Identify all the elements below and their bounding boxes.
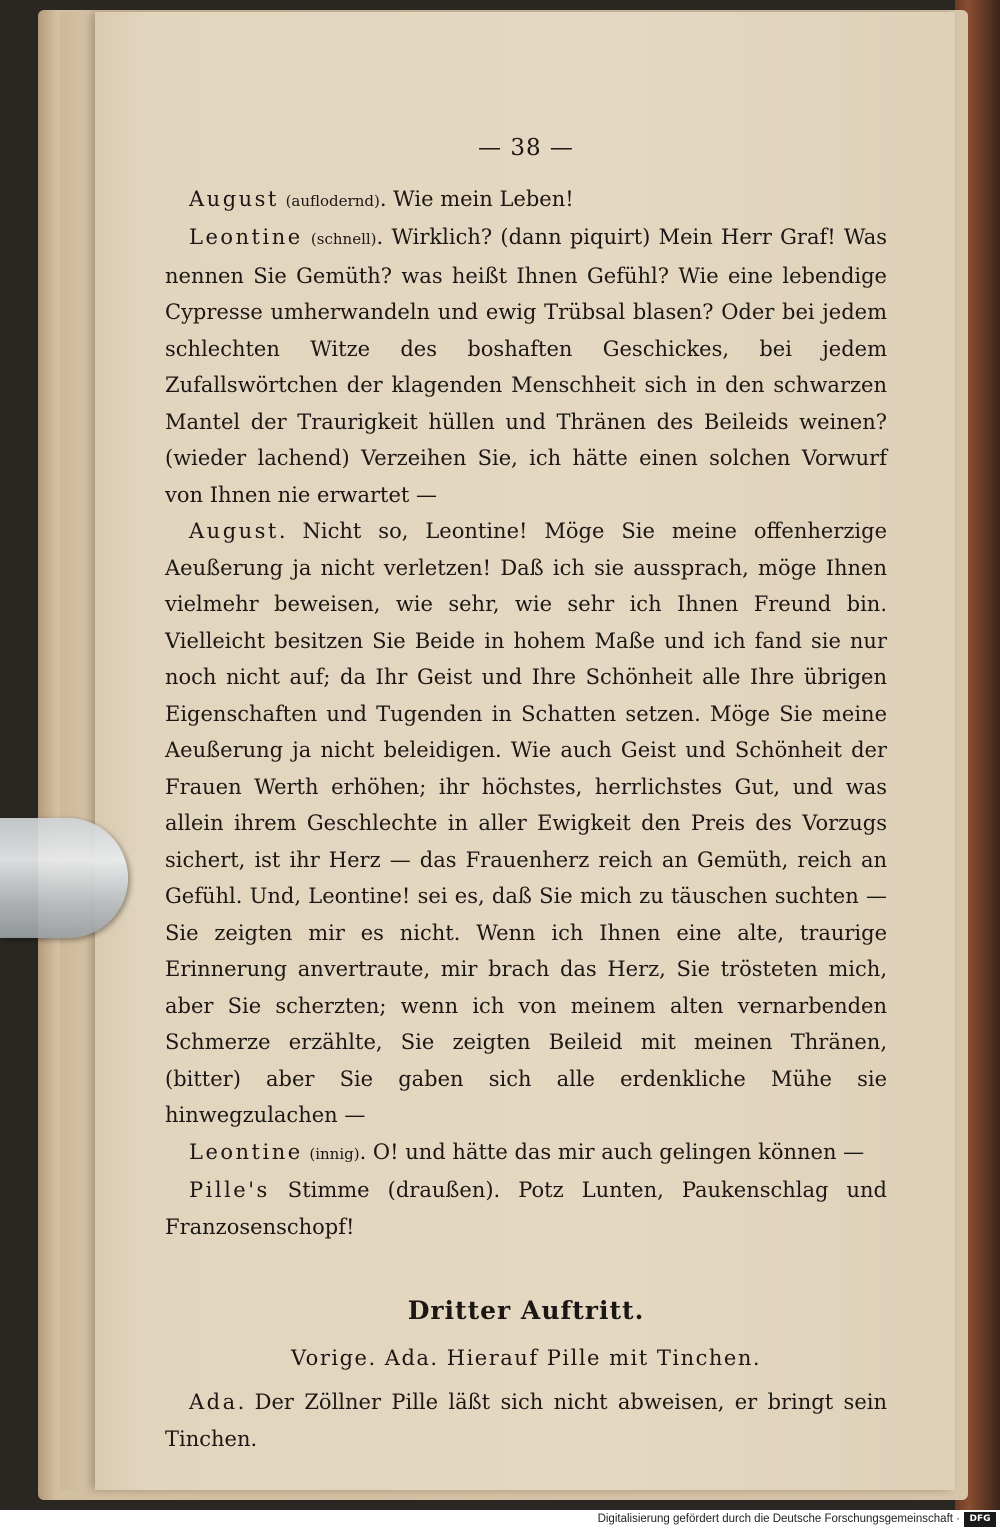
dialogue-paragraph: [165, 1134, 887, 1173]
dialogue-text: . Nicht so, Leontine! Möge Sie meine offenherzige Aeußerung ja nicht verletzen! Daß ich sie aussprach, möge Ihnen vielmehr beweisen, wie sehr, wie sehr ich Ihnen Freund bin. Vielleicht besitzen Sie Beide in hohem Maße und ich fand sie nur noch nicht auf; da Ihr Geist und Ihre Schönheit alle Ihre übrigen Eigenschaften und Tugenden in Schatten setzen. Möge Sie meine Aeußerung ja nicht beleidigen. Wie auch Geist und Schönheit der Frauen Werth erhöhen; ihr höchstes, herrlichstes Gut, und was allein ihrem Geschlechte in aller Ewigkeit den Preis des Vorzugs sichert, ist ihr Herz — das Frauenherz reich an Gemüth, reich an Gefühl. Und, Leontine! sei es, daß Sie mich zu täuschen suchten — Sie zeigten mir es nicht. Wenn ich Ihnen eine alte, traurige Erinnerung anvertraute, mir brach das Herz, Sie trösteten mich, aber Sie scherzten; wenn ich von meinem alten vernarbenden Schmerze erzählte, Sie zeigten Beileid mit meinen Thränen, (bitter) aber Sie gaben sich alle erdenkliche Mühe sie hinwegzulachen —: [165, 519, 887, 1127]
dialogue-text: . Wirklich? (dann piquirt) Mein Herr Graf! Was nennen Sie Gemüth? was heißt Ihnen Gefühl? Wie eine lebendige Cypresse umherwandeln und ewig Trübsal blasen? Oder bei jedem schlechten Witze des boshaften Geschickes, bei jedem Zufallswörtchen der klagenden Menschheit sich in den schwarzen Mantel der Traurigkeit hüllen und Thränen des Beileids weinen? (wieder lachend) Verzeihen Sie, ich hätte einen solchen Vorwurf von Ihnen nie erwartet —: [165, 225, 887, 507]
speaker-name: Pille's: [189, 1178, 270, 1202]
speaker-name: Ada: [189, 1390, 238, 1414]
page-clip: [0, 818, 128, 938]
dialogue-paragraph: [165, 181, 887, 220]
dialogue-paragraph: [165, 513, 887, 1134]
digitization-footer: [0, 1510, 1000, 1530]
speaker-name: Leontine: [189, 1139, 303, 1164]
dialogue-text: . Wie mein Leben!: [379, 186, 574, 211]
dialogue-text: . Der Zöllner Pille läßt sich nicht abweisen, er bringt sein Tinchen.: [165, 1390, 887, 1451]
page-text: [165, 130, 887, 1457]
dialogue-paragraph: [165, 1384, 887, 1457]
stage-direction: (innig): [309, 1144, 360, 1163]
scene-cast: Vorige. Ada. Hierauf Pille mit Tinchen.: [290, 1345, 762, 1370]
dialogue-text: . O! und hätte das mir auch gelingen können —: [359, 1139, 865, 1164]
stage-direction: (schnell): [310, 230, 377, 248]
dfg-logo: DFG: [964, 1512, 996, 1527]
page-number: — 38 —: [478, 135, 574, 161]
funding-credit: Digitalisierung gefördert durch die Deutsche Forschungsgemeinschaft ·: [597, 1513, 960, 1525]
speaker-name: August: [189, 519, 279, 543]
speaker-name: August: [189, 186, 279, 211]
page-gutter: [60, 12, 100, 1490]
speaker-name: Leontine: [189, 225, 303, 249]
stage-direction: (auflodernd): [285, 191, 380, 210]
dialogue-paragraph: [165, 219, 887, 513]
scene-heading: Dritter Auftritt.: [407, 1296, 645, 1325]
dialogue-text: Stimme (draußen). Potz Lunten, Paukenschlag und Franzosenschopf!: [165, 1178, 887, 1239]
dialogue-paragraph: [165, 1172, 887, 1245]
